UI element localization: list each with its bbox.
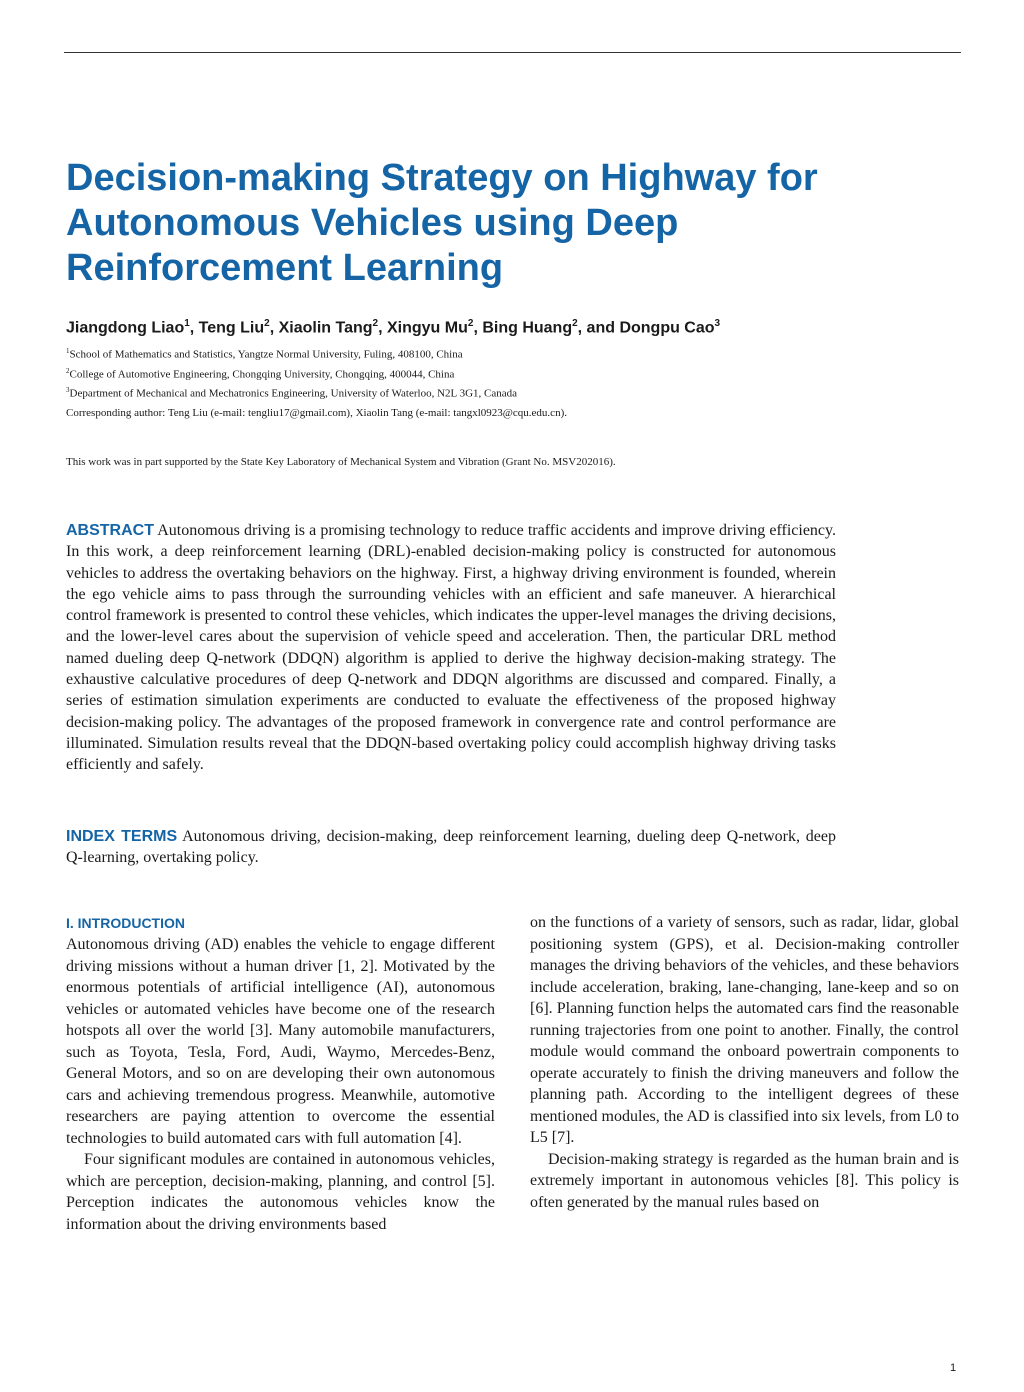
abstract-text: Autonomous driving is a promising technology to reduce traffic accidents and improve driving efficiency. In this work, a deep reinforcement learning (DRL)-enabled decision-making policy is constructed for autonomous vehicles to address the overtaking behaviors on the highway. First, a highway driving environment is founded, wherein the ego vehicle aims to pass through the surrounding vehicles with an efficient and safe maneuver. A hierarchical control framework is presented to control these vehicles, which indicates the upper-level manages the driving decisions, and the lower-level cares about the supervision of vehicle speed and acceleration. Then, the particular DRL method named dueling deep Q-network (DDQN) algorithm is applied to derive the highway decision-making strategy. The exhaustive calculative procedures of deep Q-network and DDQN algorithms are discussed and compared. Finally, a series of estimation simulation experiments are conducted to evaluate the effectiveness of the proposed highway decision-making policy. The advantages of the proposed framework in convergence rate and control performance are illuminated. Simulation results reveal that the DDQN-based overtaking policy could accomplish highway driving tasks efficiently and safely. [66,522,836,774]
index-terms-text: Autonomous driving, decision-making, deep reinforcement learning, dueling deep Q-network, deep Q-learning, overtaking policy. [66,828,836,867]
paper-title: Decision-making Strategy on Highway for Autonomous Vehicles using Deep Reinforcement Learning [66,157,818,289]
affiliation-line: $^1$School of Mathematics and Statistics, Yangtze Normal University, Fuling, 408100, China [66,347,463,361]
section-heading-introduction: I. INTRODUCTION [66,915,185,931]
author-name: Jiangdong Liao [66,319,185,337]
abstract-label: ABSTRACT [66,522,154,539]
author-affil-sup: 2 [467,318,474,329]
author-name: Xingyu Mu [386,319,468,337]
author-sep: , and [577,319,620,337]
author-sep: , [189,319,199,337]
author-name: Dongpu Cao [619,319,715,337]
body-paragraph: on the functions of a variety of sensors, such as radar, lidar, global positioning system (GPS), et al. Decision-making controller manages the driving behaviors of the vehicles, and these behaviors include acceleration, braking, lane-changing, lane-keep and so on [6]. Planning function helps the automated cars find the reasonable running trajectories from one point to another. Finally, the control module would command the onboard powertrain components to operate accurately to finish the driving maneuvers and follow the planning path. According to the intelligent degrees of these mentioned modules, the AD is classified into six levels, from L0 to L5 [7]. [530,914,959,1146]
author-sep: , [473,319,483,337]
author-affil-sup: 2 [572,318,578,329]
body-paragraph: Four significant modules are contained in autonomous vehicles, which are perception, decision-making, planning, and control [5]. Perception indicates the autonomous vehicles know the information about the driving environments based [66,1151,495,1233]
affiliations [66,343,966,402]
author-affil-sup: 2 [264,318,270,329]
funding-note: This work was in part supported by the State Key Laboratory of Mechanical System and Vibration (Grant No. MSV202016). [66,456,616,468]
author-name: Bing Huang [482,319,573,337]
author-list [66,318,966,337]
index-terms-label: INDEX TERMS [66,828,178,845]
abstract [66,520,836,776]
author-affil-sup: 2 [372,318,379,329]
right-column [530,912,959,1213]
author-name: Teng Liu [198,319,265,337]
author-sep: , [378,319,387,337]
left-column [66,912,495,1235]
author-name: Xiaolin Tang [278,319,373,337]
affiliation-line: $^2$College of Automotive Engineering, Chongqing University, Chongqing, 400044, China [66,366,455,381]
author-affil-sup: 3 [714,318,721,329]
page-number: 1 [950,1362,957,1374]
author-sep: , [269,319,279,337]
header-rule [64,52,961,53]
corresponding-author-note: Corresponding author: Teng Liu (e-mail: tengliu17@gmail.com), Xiaolin Tang (e-mail: tangxl0923@cqu.edu.cn). [66,407,567,419]
affiliation-line: $^3$Department of Mechanical and Mechatronics Engineering, University of Waterloo, N2L 3G1, Canada [66,386,518,400]
index-terms [66,826,836,869]
author-affil-sup: 1 [184,318,190,329]
body-paragraph: Decision-making strategy is regarded as the human brain and is extremely important in autonomous vehicles [8]. This policy is often generated by the manual rules based on [530,1150,959,1211]
body-paragraph: Autonomous driving (AD) enables the vehicle to engage different driving missions without a human driver [1, 2]. Motivated by the enormous potentials of artificial intelligence (AI), autonomous vehicles or automated vehicles have become one of the research hotspots all over the world [3]. Many automobile manufacturers, such as Toyota, Tesla, Ford, Audi, Waymo, Mercedes-Benz, General Motors, and so on are developing their own autonomous cars and achieving tremendous progress. Meanwhile, automotive researchers are paying attention to overcome the essential technologies to build automated cars with full automation [4]. [66,936,495,1147]
